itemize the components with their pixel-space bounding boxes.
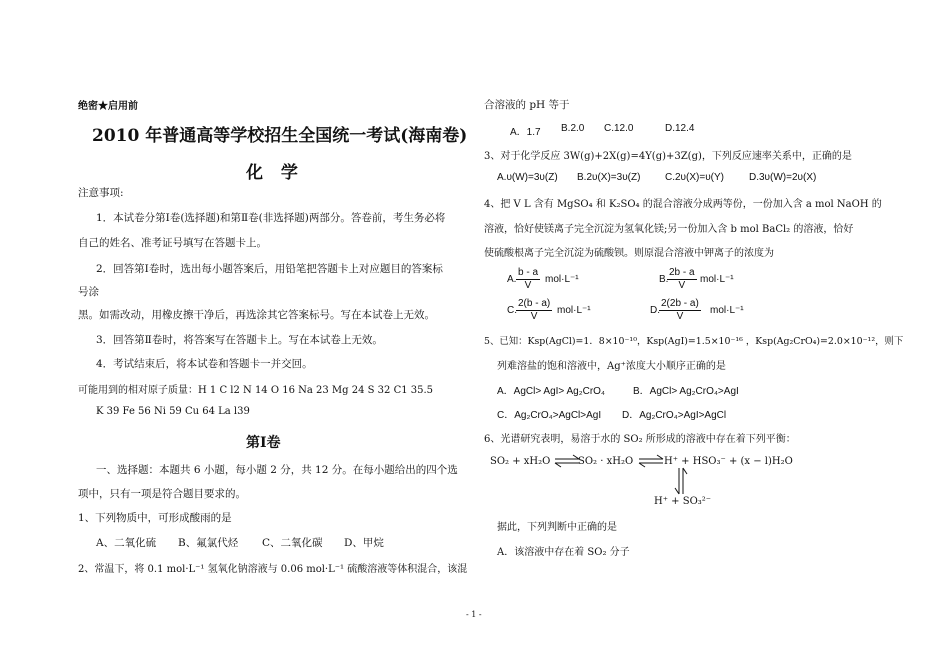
q3-option-a: A.υ(W)=3υ(Z) bbox=[497, 172, 558, 183]
q4-option-c-fraction bbox=[516, 298, 552, 323]
q6-option-a: A．该溶液中存在着 SO₂ 分子 bbox=[497, 547, 630, 558]
q2-continued: 合溶液的 pH 等于 bbox=[484, 99, 570, 111]
q1-option-d: D、甲烷 bbox=[344, 537, 384, 549]
q6-line-2: 据此，下列判断中正确的是 bbox=[497, 522, 617, 533]
q6-eq-left: SO₂ + xH₂O bbox=[490, 456, 551, 467]
q2-option-a: A．1.7 bbox=[510, 127, 541, 138]
q5-line-2: 列难溶盐的饱和溶液中，Ag⁺浓度大小顺序正确的是 bbox=[497, 361, 726, 372]
q2-option-d: D.12.4 bbox=[665, 123, 695, 134]
q2-option-c: C.12.0 bbox=[604, 123, 634, 134]
equilibrium-arrow-2 bbox=[638, 454, 664, 468]
q4-option-b-unit: mol·L⁻¹ bbox=[700, 274, 734, 285]
notes-heading: 注意事项: bbox=[78, 187, 124, 199]
note-4: 4．考试结束后，将本试卷和答题卡一并交回。 bbox=[96, 358, 313, 370]
q5-line-1: 5、已知：Ksp(AgCl)=1．8×10⁻¹⁰，Ksp(AgI)=1.5×10⁻¹⁶ ，Ksp(Ag₂CrO₄)=2.0×10⁻¹²，则下 bbox=[484, 336, 904, 347]
equilibrium-arrow-vertical bbox=[674, 467, 688, 495]
atomic-masses-1: 可能用到的相对原子质量：H 1 C l2 N 14 O 16 Na 23 Mg 24 S 32 C1 35.5 bbox=[78, 385, 434, 396]
q4-option-a-unit: mol·L⁻¹ bbox=[545, 274, 579, 285]
q3-option-d: D.3υ(W)=2υ(X) bbox=[749, 172, 817, 183]
subject-title: 化 学 bbox=[246, 163, 304, 183]
q3-option-c: C.2υ(X)=υ(Y) bbox=[665, 172, 724, 183]
q2-option-b: B.2.0 bbox=[561, 123, 585, 134]
q4-line-3: 使硫酸根离子完全沉淀为硫酸钡。则原混合溶液中钾离子的浓度为 bbox=[484, 248, 774, 259]
q4-option-d-denominator: V bbox=[676, 311, 684, 322]
section-intro-2: 项中，只有一项是符合题目要求的。 bbox=[78, 488, 246, 500]
q1-option-a: A、二氧化硫 bbox=[96, 537, 157, 549]
q6-eq-bottom: H⁺ + SO₃²⁻ bbox=[654, 496, 712, 507]
q5-option-b: B．AgCl> Ag₂CrO₄>AgI bbox=[633, 386, 739, 397]
q1-stem: 1、下列物质中，可形成酸雨的是 bbox=[78, 512, 232, 524]
q4-option-c-numerator: 2(b - a) bbox=[518, 298, 551, 309]
note-3: 3．回答第Ⅱ卷时，将答案写在答题卡上。写在本试卷上无效。 bbox=[96, 334, 383, 346]
q4-option-c-unit: mol·L⁻¹ bbox=[557, 305, 591, 316]
q4-option-d-fraction bbox=[659, 298, 701, 323]
q2-stem: 2、常温下，将 0.1 mol·L⁻¹ 氢氧化钠溶液与 0.06 mol·L⁻¹ 硫酸溶液等体积混合，该混 bbox=[78, 564, 468, 575]
q4-option-d-unit: mol·L⁻¹ bbox=[710, 305, 744, 316]
note-2c: 黑。如需改动，用橡皮擦干净后，再选涂其它答案标号。写在本试卷上无效。 bbox=[78, 309, 435, 321]
q4-option-b-label: B. bbox=[659, 274, 669, 285]
q1-option-c: C、二氧化碳 bbox=[262, 537, 323, 549]
q4-option-d-numerator: 2(2b - a) bbox=[661, 298, 699, 309]
q4-option-a-label: A. bbox=[507, 274, 517, 285]
q4-option-a-fraction bbox=[516, 267, 540, 292]
note-2a: 2．回答第Ⅰ卷时，选出每小题答案后，用铅笔把答题卡上对应题目的答案标 bbox=[96, 263, 443, 275]
q4-line-2: 溶液，恰好使镁离子完全沉淀为氢氧化镁;另一份加入含 b mol BaCl₂ 的溶液，恰好 bbox=[484, 224, 854, 235]
q3-option-b: B.2υ(X)=3υ(Z) bbox=[577, 172, 641, 183]
confidential-label: 绝密★启用前 bbox=[78, 101, 138, 112]
note-2b: 号涂 bbox=[78, 286, 99, 298]
exam-title: 2010 年普通高等学校招生全国统一考试(海南卷) bbox=[92, 126, 468, 146]
q4-option-c-denominator: V bbox=[530, 311, 538, 322]
q5-option-a: A．AgCl> AgI> Ag₂CrO₄ bbox=[497, 386, 606, 397]
q5-option-d: D．Ag₂CrO₄>AgI>AgCl bbox=[622, 410, 727, 421]
section-intro-1: 一、选择题：本题共 6 小题，每小题 2 分，共 12 分。在每小题给出的四个选 bbox=[96, 464, 458, 476]
q3-stem: 3、对于化学反应 3W(g)+2X(g)=4Y(g)+3Z(g)，下列反应速率关系中，正确的是 bbox=[484, 151, 852, 162]
q4-option-a-numerator: b - a bbox=[518, 267, 539, 278]
q6-line-1: 6、光谱研究表明，易溶于水的 SO₂ 所形成的溶液中存在着下列平衡： bbox=[484, 434, 796, 445]
note-1a: 1．本试卷分第Ⅰ卷(选择题)和第Ⅱ卷(非选择题)两部分。答卷前，考生务必将 bbox=[96, 212, 446, 224]
page-number: - 1 - bbox=[466, 610, 482, 619]
equilibrium-arrow-1 bbox=[554, 454, 580, 468]
atomic-masses-2: K 39 Fe 56 Ni 59 Cu 64 La l39 bbox=[96, 406, 250, 417]
q4-option-b-denominator: V bbox=[678, 280, 686, 291]
q4-line-1: 4、把 V L 含有 MgSO₄ 和 K₂SO₄ 的混合溶液分成两等份，一份加入含 a mol NaOH 的 bbox=[484, 199, 882, 210]
q1-option-b: B、氟氯代烃 bbox=[178, 537, 239, 549]
q4-option-a-denominator: V bbox=[524, 280, 532, 291]
q4-option-b-numerator: 2b - a bbox=[669, 267, 695, 278]
q4-option-b-fraction bbox=[667, 267, 697, 292]
q4-option-c-label: C. bbox=[507, 305, 517, 316]
q6-eq-mid: SO₂ · xH₂O bbox=[578, 456, 634, 467]
q4-option-d-label: D. bbox=[650, 305, 660, 316]
q6-eq-right: H⁺ + HSO₃⁻ + (x − l)H₂O bbox=[664, 456, 793, 467]
q5-option-c: C．Ag₂CrO₄>AgCl>AgI bbox=[497, 410, 602, 421]
note-1b: 自己的姓名、准考证号填写在答题卡上。 bbox=[78, 237, 267, 249]
section-heading: 第Ⅰ卷 bbox=[246, 435, 281, 451]
